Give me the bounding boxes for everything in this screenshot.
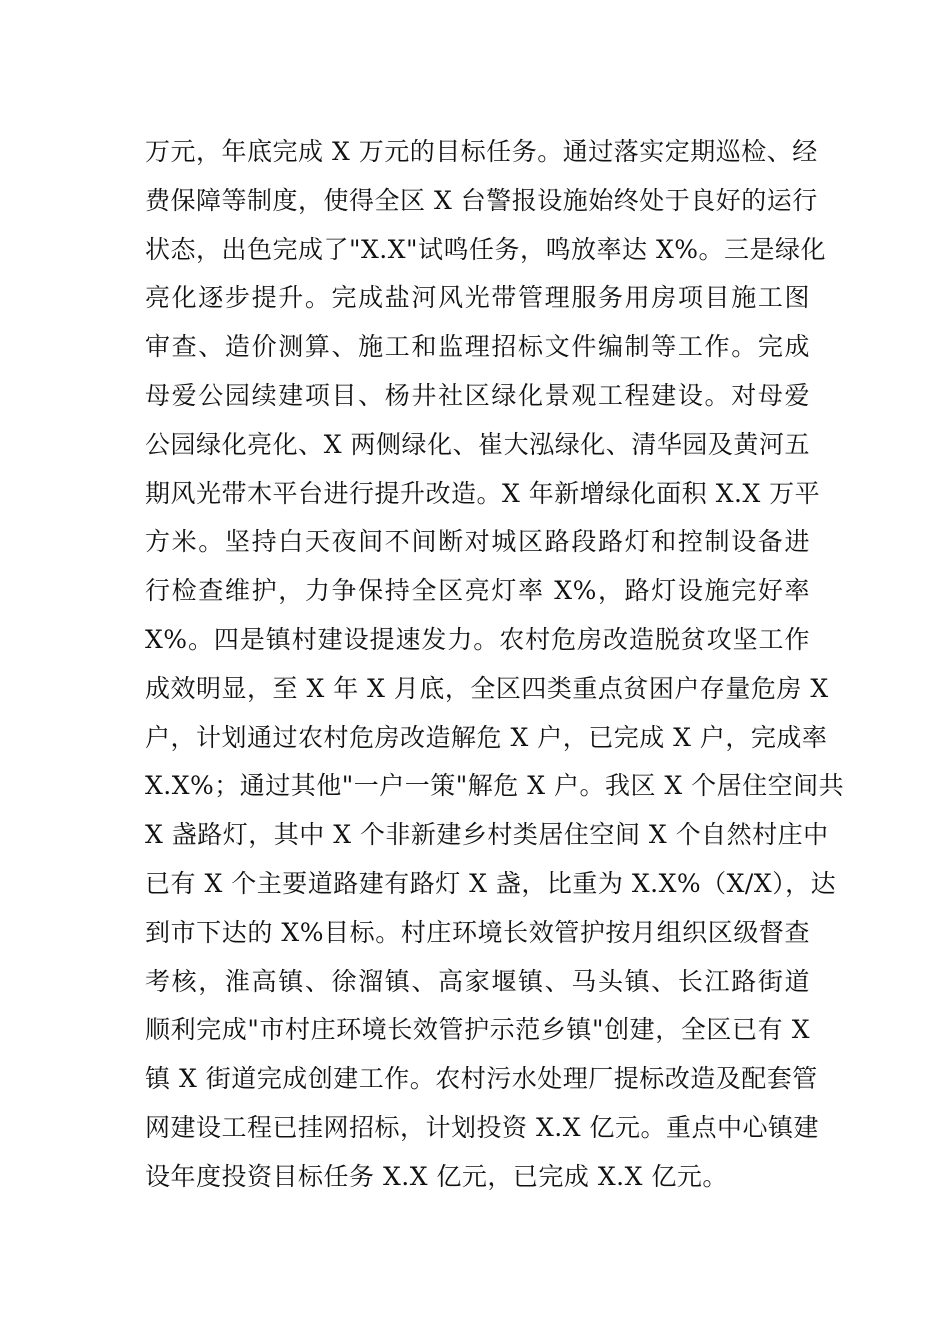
text-line-16: 已有 X 个主要道路建有路灯 X 盏，比重为 X.X%（X/X），达 [145, 868, 837, 898]
text-line-1: 万元，年底完成 X 万元的目标任务。通过落实定期巡检、经 [145, 137, 818, 166]
text-line-4: 亮化逐步提升。完成盐河风光带管理服务用房项目施工图 [145, 283, 810, 313]
text-line-20: 镇 X 街道完成创建工作。农村污水处理厂提标改造及配套管 [145, 1064, 818, 1094]
body-paragraph [145, 128, 845, 1202]
text-line-6: 母爱公园续建项目、杨井社区绿化景观工程建设。对母爱 [145, 380, 810, 410]
text-line-19: 顺利完成"市村庄环境长效管护示范乡镇"创建，全区已有 X [145, 1015, 810, 1045]
text-line-11: X%。四是镇村建设提速发力。农村危房改造脱贫攻坚工作 [145, 624, 810, 654]
text-line-13: 户，计划通过农村危房改造解危 X 户，已完成 X 户，完成率 [145, 722, 828, 752]
text-line-2: 费保障等制度，使得全区 X 台警报设施始终处于良好的运行 [145, 185, 818, 215]
text-line-17: 到市下达的 X%目标。村庄环境长效管护按月组织区级督查 [145, 917, 810, 947]
text-line-15: X 盏路灯，其中 X 个非新建乡村类居住空间 X 个自然村庄中 [145, 820, 829, 850]
text-line-5: 审查、造价测算、施工和监理招标文件编制等工作。完成 [145, 332, 810, 362]
text-line-9: 方米。坚持白天夜间不间断对城区路段路灯和控制设备进 [145, 527, 810, 557]
text-line-12: 成效明显，至 X 年 X 月底，全区四类重点贫困户存量危房 X [145, 673, 829, 703]
text-line-8: 期风光带木平台进行提升改造。X 年新增绿化面积 X.X 万平 [145, 478, 821, 508]
text-line-18: 考核，淮高镇、徐溜镇、高家堰镇、马头镇、长江路街道 [145, 966, 810, 996]
text-line-21: 网建设工程已挂网招标，计划投资 X.X 亿元。重点中心镇建 [145, 1112, 819, 1142]
text-line-22: 设年度投资目标任务 X.X 亿元，已完成 X.X 亿元。 [145, 1161, 728, 1191]
text-line-3: 状态，出色完成了"X.X"试鸣任务，鸣放率达 X%。三是绿化 [145, 234, 827, 264]
text-line-14: X.X%；通过其他"一户一策"解危 X 户。我区 X 个居住空间共 [145, 771, 845, 801]
text-line-7: 公园绿化亮化、X 两侧绿化、崔大泓绿化、清华园及黄河五 [145, 429, 810, 459]
text-line-10: 行检查维护，力争保持全区亮灯率 X%，路灯设施完好率 [145, 576, 810, 606]
